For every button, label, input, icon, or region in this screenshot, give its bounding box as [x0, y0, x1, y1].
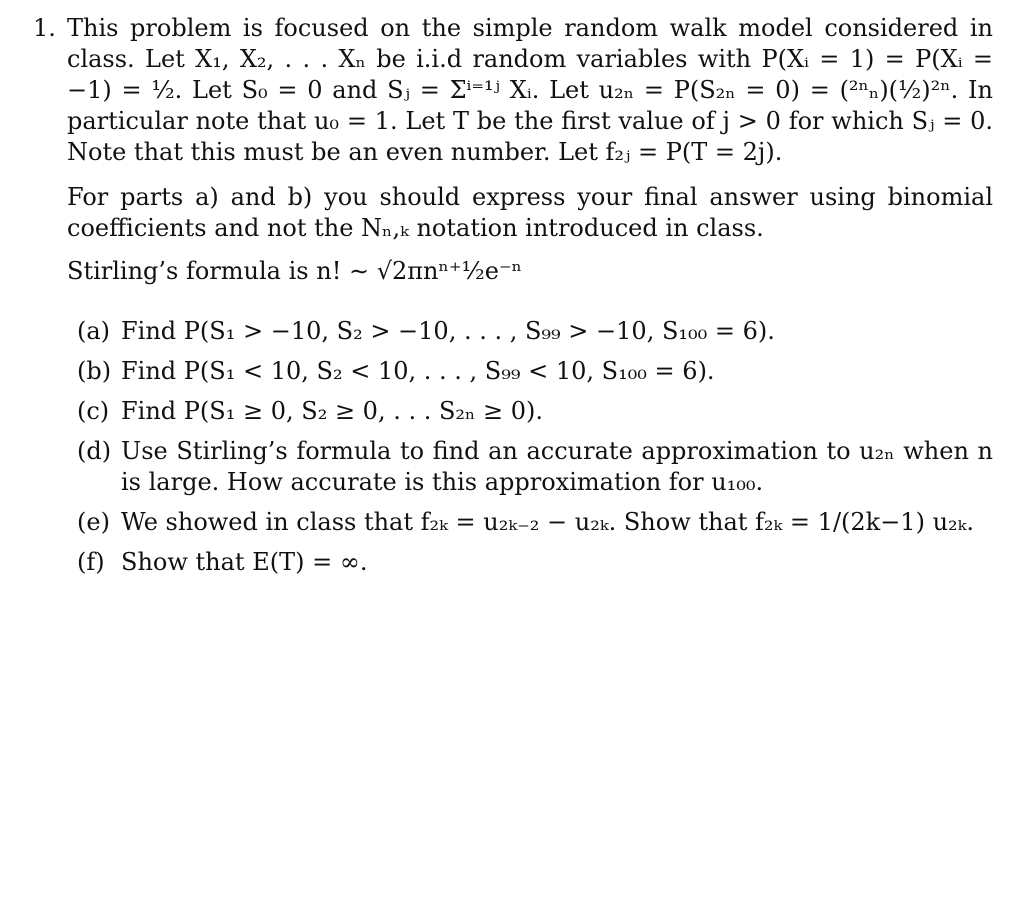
problem-note: For parts a) and b) you should express your final answer using binomial coefficients and not the Nₙ,ₖ notation introduced in class.: [67, 183, 993, 242]
part-a-label: (a): [77, 317, 111, 345]
part-e: [67, 507, 993, 538]
part-d-text: Use Stirling’s formula to find an accurate approximation to u₂ₙ when n is large. How accurate is this approximation for u₁₀₀.: [121, 437, 993, 496]
parts-list: [67, 316, 993, 578]
stirling-formula: Stirling’s formula is n! ∼ √2πnⁿ⁺½e⁻ⁿ: [67, 257, 523, 285]
problem-intro: This problem is focused on the simple random walk model considered in class. Let X₁, X₂, . . . Xₙ be i.i.d random variables with P(Xᵢ = 1) = P(Xᵢ = −1) = ½. Let S₀ = 0 and Sⱼ = Σⁱ⁼¹ʲ Xᵢ. Let u₂ₙ = P(S₂ₙ = 0) = (²ⁿₙ)(½)²ⁿ. In particular note that u₀ = 1. Let T be the first value of j > 0 for which Sⱼ = 0. Note that this must be an even number. Let f₂ⱼ = P(T = 2j).: [67, 14, 993, 166]
part-a: [67, 316, 993, 347]
problem-block: [33, 13, 995, 587]
part-f-label: (f): [77, 548, 105, 576]
part-c-label: (c): [77, 397, 110, 425]
part-e-text: We showed in class that f₂ₖ = u₂ₖ₋₂ − u₂ₖ. Show that f₂ₖ = 1/(2k−1) u₂ₖ.: [121, 508, 975, 536]
part-c: [67, 396, 993, 427]
part-c-text: Find P(S₁ ≥ 0, S₂ ≥ 0, . . . S₂ₙ ≥ 0).: [121, 397, 544, 425]
problem-number: 1.: [33, 14, 56, 42]
part-b-text: Find P(S₁ < 10, S₂ < 10, . . . , S₉₉ < 10, S₁₀₀ = 6).: [121, 357, 715, 385]
part-f-text: Show that E(T) = ∞.: [121, 548, 368, 576]
part-e-label: (e): [77, 508, 110, 536]
part-f: [67, 547, 993, 578]
problem-content: [67, 13, 993, 578]
part-d: [67, 436, 993, 498]
part-d-label: (d): [77, 437, 112, 465]
part-b-label: (b): [77, 357, 112, 385]
part-a-text: Find P(S₁ > −10, S₂ > −10, . . . , S₉₉ > −10, S₁₀₀ = 6).: [121, 317, 775, 345]
part-b: [67, 356, 993, 387]
